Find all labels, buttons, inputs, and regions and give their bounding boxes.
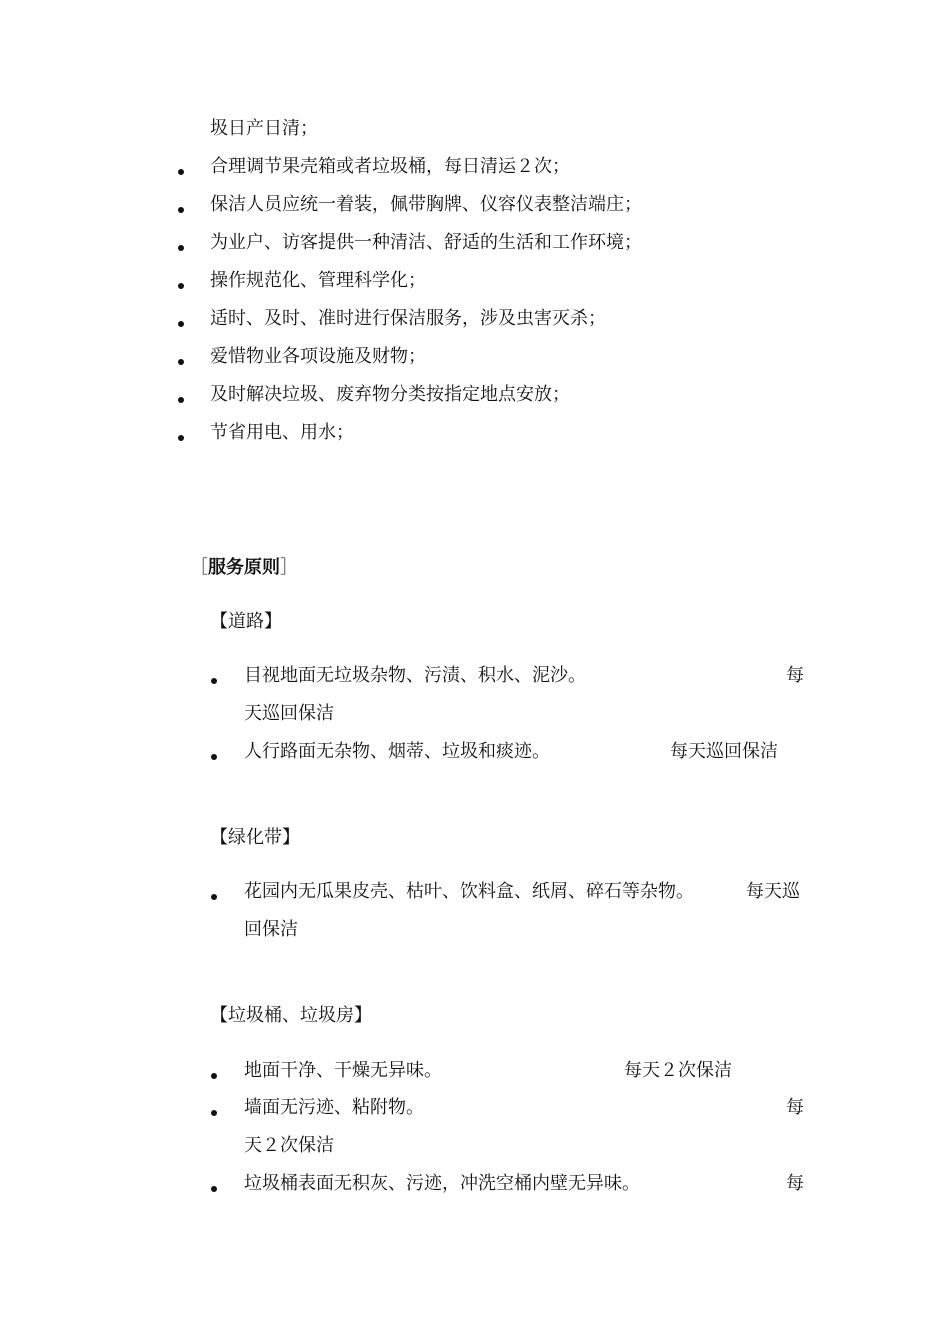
list-item: 为业户、访客提供一种清洁、舒适的生活和工作环境； xyxy=(210,232,642,253)
frequency-label: 每天巡 xyxy=(746,881,800,902)
bullet-icon xyxy=(211,1073,217,1079)
bullet-icon xyxy=(211,678,217,684)
list-item: 垃圾桶表面无积灰、污迹，冲洗空桶内壁无异味。 xyxy=(244,1173,640,1194)
bullet-icon xyxy=(178,435,184,441)
bullet-icon xyxy=(211,1186,217,1192)
section-heading xyxy=(190,556,298,580)
list-continuation: 圾日产日清； xyxy=(210,118,318,139)
subsection-heading-bins: 【垃圾桶、垃圾房】 xyxy=(210,1005,372,1026)
frequency-label: 每 xyxy=(786,665,804,686)
bullet-icon xyxy=(178,359,184,365)
section-title: 服务原则 xyxy=(208,557,280,578)
frequency-label-cont: 回保洁 xyxy=(244,919,298,940)
bracket-close: ］ xyxy=(280,557,298,578)
frequency-label-cont: 天巡回保洁 xyxy=(244,703,334,724)
bullet-icon xyxy=(178,245,184,251)
list-item: 节省用电、用水； xyxy=(210,422,354,443)
list-item: 操作规范化、管理科学化； xyxy=(210,270,426,291)
list-item: 目视地面无垃圾杂物、污渍、积水、泥沙。 xyxy=(244,665,586,686)
list-item: 合理调节果壳箱或者垃圾桶，每日清运２次； xyxy=(210,156,570,177)
frequency-label: 每 xyxy=(786,1173,804,1194)
list-item: 爱惜物业各项设施及财物； xyxy=(210,346,426,367)
bullet-icon xyxy=(178,321,184,327)
frequency-label: 每 xyxy=(786,1097,804,1118)
list-item: 墙面无污迹、粘附物。 xyxy=(244,1097,424,1118)
bullet-icon xyxy=(178,283,184,289)
bracket-open: ［ xyxy=(190,557,208,578)
frequency-label: 每天２次保洁 xyxy=(624,1060,732,1081)
list-item: 及时解决垃圾、废弃物分类按指定地点安放； xyxy=(210,384,570,405)
list-item: 适时、及时、准时进行保洁服务，涉及虫害灭杀； xyxy=(210,308,606,329)
list-item: 人行路面无杂物、烟蒂、垃圾和痰迹。 xyxy=(244,741,550,762)
list-item: 保洁人员应统一着装，佩带胸牌、仪容仪表整洁端庄； xyxy=(210,194,642,215)
list-item: 地面干净、干燥无异味。 xyxy=(244,1060,442,1081)
bullet-icon xyxy=(211,894,217,900)
frequency-label-cont: 天２次保洁 xyxy=(244,1135,334,1156)
list-item: 花园内无瓜果皮壳、枯叶、饮料盒、纸屑、碎石等杂物。 xyxy=(244,881,694,902)
subsection-heading-road: 【道路】 xyxy=(210,611,282,632)
frequency-label: 每天巡回保洁 xyxy=(670,741,778,762)
bullet-icon xyxy=(211,1110,217,1116)
bullet-icon xyxy=(178,169,184,175)
bullet-icon xyxy=(211,754,217,760)
bullet-icon xyxy=(178,207,184,213)
bullet-icon xyxy=(178,397,184,403)
subsection-heading-green: 【绿化带】 xyxy=(210,827,300,848)
